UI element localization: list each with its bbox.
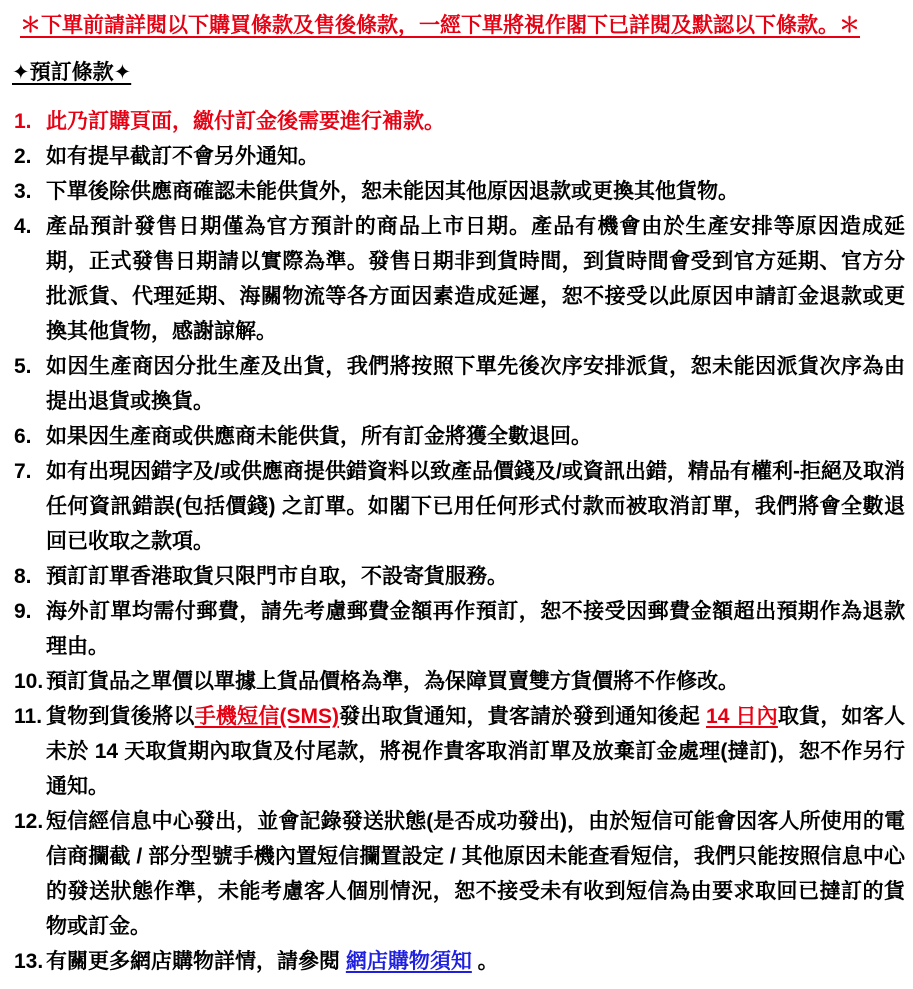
term-item bbox=[8, 139, 905, 174]
term-number: 3. bbox=[14, 180, 32, 203]
preorder-terms-title: ✦預訂條款✦ bbox=[12, 61, 132, 84]
term-text-segment: 如果因生產商或供應商未能供貨，所有訂金將獲全數退回。 bbox=[46, 425, 592, 448]
terms-list bbox=[8, 104, 905, 979]
sms-notice-highlight: 手機短信(SMS) bbox=[194, 705, 339, 728]
term-item bbox=[8, 559, 905, 594]
term-item bbox=[8, 454, 905, 559]
term-text-segment: 如有出現因錯字及/或供應商提供錯資料以致產品價錢及/或資訊出錯，精品有權利-拒絕及取消任何資訊錯誤(包括價錢) 之訂單。如閣下已用任何形式付款而被取消訂單，我們將會全數退回已收取之款項。 bbox=[46, 460, 905, 553]
term-text-segment: 發出取貨通知，貴客請於發到通知後起 bbox=[338, 705, 707, 728]
term-number: 9. bbox=[14, 600, 32, 623]
term-item bbox=[8, 104, 905, 139]
term-item bbox=[8, 349, 905, 419]
term-number: 13. bbox=[14, 950, 44, 973]
term-number: 10. bbox=[14, 670, 44, 693]
term-text-segment: 。 bbox=[471, 950, 499, 973]
term-number: 5. bbox=[14, 355, 32, 378]
term-text-segment: 海外訂單均需付郵費，請先考慮郵費金額再作預訂，恕不接受因郵費金額超出預期作為退款理由。 bbox=[46, 600, 905, 658]
term-text-segment: 貨物到貨後將以 bbox=[46, 705, 195, 728]
term-number: 11. bbox=[14, 705, 43, 728]
term-item bbox=[8, 699, 905, 804]
term-text-segment: 如有提早截訂不會另外通知。 bbox=[46, 145, 319, 168]
term-item bbox=[8, 174, 905, 209]
term-item bbox=[8, 209, 905, 349]
term-text-segment: 產品預計發售日期僅為官方預計的商品上市日期。產品有機會由於生產安排等原因造成延期，正式發售日期請以實際為準。發售日期非到貨時間，到貨時間會受到官方延期、官方分批派貨、代理延期、海關物流等各方面因素造成延遲，恕不接受以此原因申請訂金退款或更換其他貨物，感謝諒解。 bbox=[46, 215, 905, 343]
term-text-segment: 下單後除供應商確認未能供貨外，恕未能因其他原因退款或更換其他貨物。 bbox=[46, 180, 739, 203]
term-number: 2. bbox=[14, 145, 32, 168]
term-number: 7. bbox=[14, 460, 32, 483]
term-item bbox=[8, 804, 905, 944]
term-number: 1. bbox=[14, 110, 32, 133]
term-text-segment: 預訂貨品之單價以單據上貨品價格為準，為保障買賣雙方貨價將不作修改。 bbox=[46, 670, 739, 693]
term-text-segment: 此乃訂購頁面，繳付訂金後需要進行補款。 bbox=[46, 110, 445, 133]
term-number: 6. bbox=[14, 425, 32, 448]
store-shopping-notice-link[interactable]: 網店購物須知 bbox=[345, 950, 472, 973]
term-item bbox=[8, 664, 905, 699]
term-text-segment: 取貨，如客人未於 14 天取貨期內取貨及付尾款，將視作貴客取消訂單及放棄訂金處理(撻訂)，恕不作另行通知。 bbox=[46, 705, 906, 798]
term-text-segment: 有關更多網店購物詳情，請參閱 bbox=[46, 950, 346, 973]
term-text-segment: 預訂訂單香港取貨只限門市自取，不設寄貨服務。 bbox=[46, 565, 508, 588]
term-text-segment: 短信經信息中心發出，並會記錄發送狀態(是否成功發出)，由於短信可能會因客人所使用的電信商攔截 / 部分型號手機內置短信攔置設定 / 其他原因未能查看短信，我們只能按照信息中心的發送狀態作準，未能考慮客人個別情況，恕不接受未有收到短信為由要求取回已撻訂的貨物或訂金。 bbox=[46, 810, 905, 938]
term-item bbox=[8, 419, 905, 454]
pickup-deadline-highlight: 14 日內 bbox=[706, 705, 778, 728]
term-item bbox=[8, 944, 905, 979]
term-number: 4. bbox=[14, 215, 32, 238]
term-number: 8. bbox=[14, 565, 32, 588]
term-item bbox=[8, 594, 905, 664]
term-text-segment: 如因生產商因分批生產及出貨，我們將按照下單先後次序安排派貨，恕未能因派貨次序為由提出退貨或換貨。 bbox=[46, 355, 905, 413]
purchase-notice-header: ＊下單前請詳閱以下購買條款及售後條款，一經下單將視作閣下已詳閱及默認以下條款。＊ bbox=[20, 14, 860, 37]
term-number: 12. bbox=[14, 810, 44, 833]
